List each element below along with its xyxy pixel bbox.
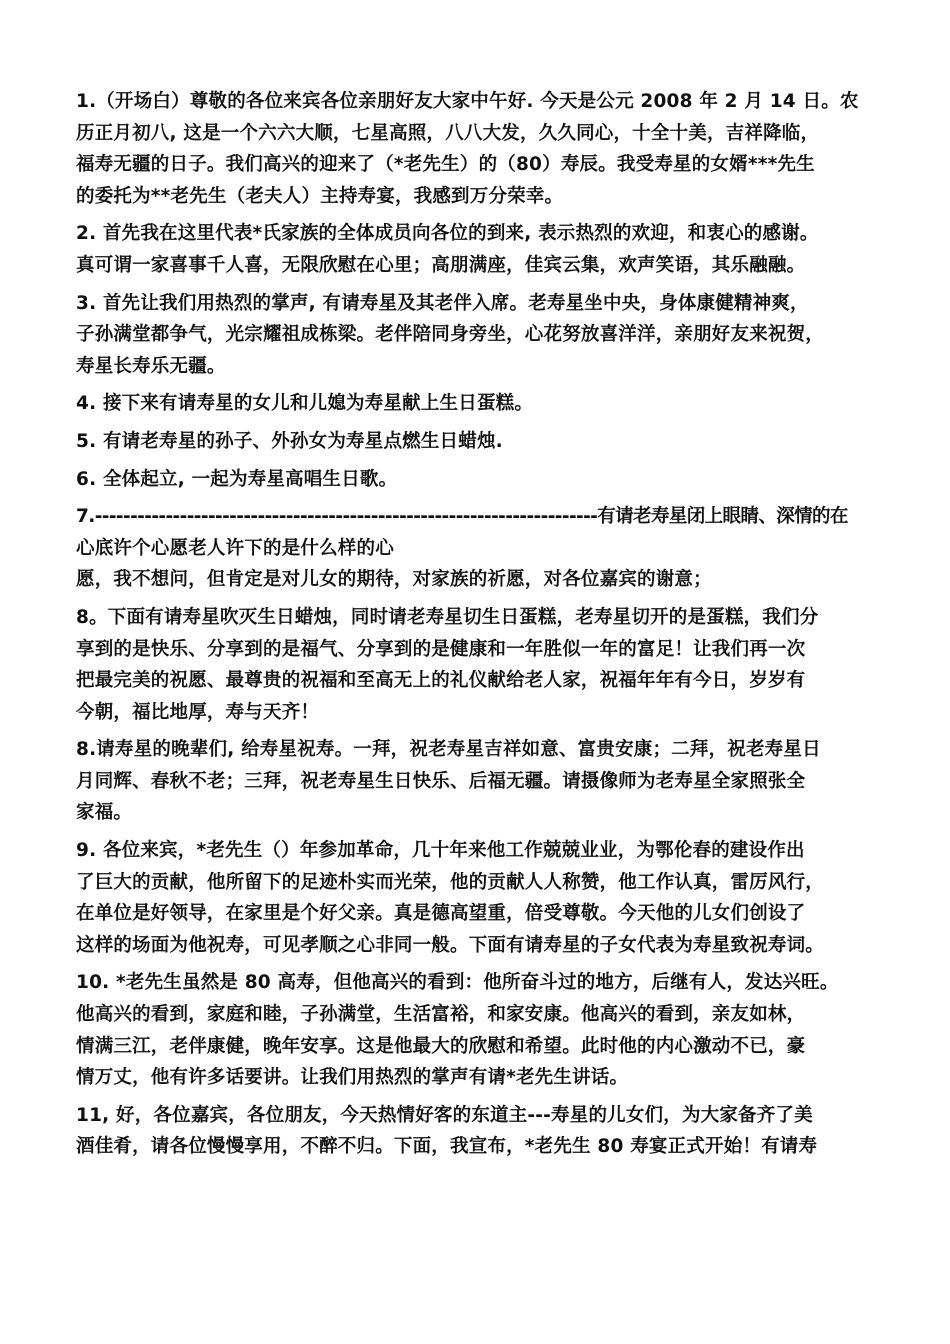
text-line: 的委托为**老先生（老夫人）主持寿宴，我感到万分荣幸。 <box>76 185 564 207</box>
text-line: 1.（开场白）尊敬的各位来宾各位亲朋好友大家中午好. 今天是公元 2008 年 2 月 14 日。农 <box>76 91 859 112</box>
paragraph-5 <box>76 426 886 458</box>
text-line: 享到的是快乐、分享到的是福气、分享到的是健康和一年胜似一年的富足！让我们再一次 <box>76 638 806 660</box>
text-line: 2. 首先我在这里代表*氏家族的全体成员向各位的到来, 表示热烈的欢迎，和衷心的感谢。 <box>76 223 819 245</box>
text-line: 8.请寿星的晚辈们, 给寿星祝寿。一拜，祝老寿星吉祥如意、富贵安康；二拜，祝老寿星日 <box>76 739 821 761</box>
paragraph-8 <box>76 602 886 728</box>
text-line: 8。下面有请寿星吹灭生日蜡烛，同时请老寿星切生日蛋糕，老寿星切开的是蛋糕，我们分 <box>76 606 819 628</box>
text-line: 福寿无疆的日子。我们高兴的迎来了（*老先生）的（80）寿辰。我受寿星的女婿***先生 <box>76 154 815 176</box>
text-line: 历正月初八, 这是一个六六大顺，七星高照，八八大发，久久同心，十全十美，吉祥降临， <box>76 122 820 144</box>
text-line: 酒佳肴，请各位慢慢享用，不醉不归。下面，我宣布，*老先生 80 寿宴正式开始！有请寿 <box>76 1136 818 1158</box>
text-line: 11, 好，各位嘉宾，各位朋友，今天热情好客的东道主---寿星的儿女们，为大家备齐了美 <box>76 1104 813 1126</box>
text-line: 月同辉、春秋不老；三拜，祝老寿星生日快乐、后福无疆。请摄像师为老寿星全家照张全 <box>76 770 806 792</box>
text-line: 情满三江，老伴康健，晚年安享。这是他最大的欣慰和希望。此时他的内心激动不已，豪 <box>76 1035 806 1057</box>
text-line: 今朝，福比地厚，寿与天齐！ <box>76 701 320 723</box>
text-line: 真可谓一家喜事千人喜，无限欣慰在心里；高朋满座，佳宾云集，欢声笑语，其乐融融。 <box>76 254 806 276</box>
text-line: 5. 有请老寿星的孙子、外孙女为寿星点燃生日蜡烛. <box>76 430 503 452</box>
text-line: 把最完美的祝愿、最尊贵的祝福和至高无上的礼仪献给老人家，祝福年年有今日，岁岁有 <box>76 670 806 692</box>
paragraph-1 <box>76 86 886 212</box>
text-line: 9. 各位来宾，*老先生（）年参加革命，几十年来他工作兢兢业业，为鄂伦春的建设作出 <box>76 840 805 862</box>
text-line: 10. *老先生虽然是 80 高寿，但他高兴的看到：他所奋斗过的地方，后继有人，发达兴旺。 <box>76 972 839 994</box>
document-body <box>76 86 886 1169</box>
text-line: 情万丈，他有许多话要讲。让我们用热烈的掌声有请*老先生讲话。 <box>76 1067 629 1089</box>
paragraph-7 <box>76 501 886 596</box>
paragraph-9 <box>76 734 886 829</box>
text-line: 4. 接下来有请寿星的女儿和儿媳为寿星献上生日蛋糕。 <box>76 393 534 415</box>
paragraph-3 <box>76 288 886 383</box>
paragraph-11 <box>76 967 886 1093</box>
text-line: 心底许个心愿老人许下的是什么样的心 <box>76 537 394 559</box>
text-line: 在单位是好领导，在家里是个好父亲。真是德高望重，倍受尊敬。今天他的儿女们创设了 <box>76 903 806 925</box>
text-line: 7.-----------------------------------------------------------------------有请老寿星闭上眼睛、深情的在 <box>76 506 848 528</box>
text-line: 他高兴的看到，家庭和睦，子孙满堂，生活富裕，和家安康。他高兴的看到，亲友如林， <box>76 1004 806 1026</box>
text-line: 这样的场面为他祝寿，可见孝顺之心非同一般。下面有请寿星的子女代表为寿星致祝寿词。 <box>76 934 825 956</box>
text-line: 寿星长寿乐无疆。 <box>76 355 226 377</box>
text-line: 3. 首先让我们用热烈的掌声, 有请寿星及其老伴入席。老寿星坐中央，身体康健精神爽， <box>76 292 809 314</box>
text-line: 家福。 <box>76 802 133 824</box>
paragraph-12 <box>76 1100 886 1163</box>
text-line: 了巨大的贡献，他所留下的足迹朴实而光荣，他的贡献人人称赞，他工作认真，雷厉风行， <box>76 871 825 893</box>
text-line: 6. 全体起立, 一起为寿星高唱生日歌。 <box>76 468 398 490</box>
paragraph-2 <box>76 218 886 281</box>
text-line: 愿，我不想问，但肯定是对儿女的期待，对家族的祈愿，对各位嘉宾的谢意； <box>76 569 712 591</box>
paragraph-6 <box>76 464 886 496</box>
text-line: 子孙满堂都争气，光宗耀祖成栋梁。老伴陪同身旁坐，心花努放喜洋洋，亲朋好友来祝贺， <box>76 324 825 346</box>
paragraph-4 <box>76 388 886 420</box>
paragraph-10 <box>76 835 886 961</box>
